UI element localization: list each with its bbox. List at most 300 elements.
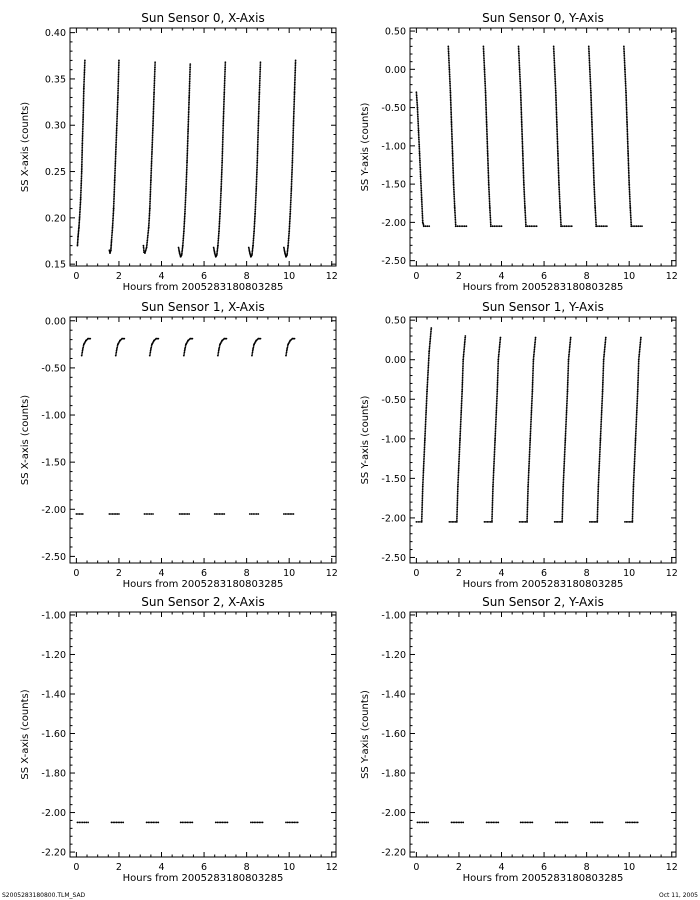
data-point: [462, 376, 464, 378]
data-point: [428, 365, 430, 367]
data-point: [116, 121, 118, 123]
data-point: [426, 403, 428, 405]
data-point: [80, 198, 82, 200]
data-point: [598, 482, 600, 484]
data-point: [423, 470, 425, 472]
data-point: [638, 354, 640, 356]
data-point: [186, 161, 188, 163]
data-point: [569, 347, 571, 349]
data-point: [216, 254, 218, 256]
data-point: [293, 116, 295, 118]
data-point: [421, 510, 423, 512]
data-point: [590, 98, 592, 100]
y-tick-label: -2.20: [41, 847, 66, 859]
data-point: [465, 225, 467, 227]
data-point: [554, 63, 556, 65]
data-point: [179, 513, 181, 515]
data-point: [454, 210, 456, 212]
data-point: [520, 108, 522, 110]
data-point: [592, 144, 594, 146]
data-point: [450, 110, 452, 112]
data-point: [600, 422, 602, 424]
data-point: [288, 233, 290, 235]
data-point: [186, 175, 188, 177]
data-point: [417, 123, 419, 125]
x-tick-label: 4: [158, 568, 165, 579]
data-point: [597, 516, 599, 518]
data-point: [419, 165, 421, 167]
data-point: [602, 371, 604, 373]
data-point: [224, 63, 226, 65]
data-point: [422, 480, 424, 482]
data-point: [258, 121, 260, 123]
data-point: [461, 397, 463, 399]
data-point: [454, 213, 456, 215]
data-point: [145, 513, 147, 515]
data-point: [222, 138, 224, 140]
data-point: [492, 501, 494, 503]
data-point: [560, 217, 562, 219]
data-point: [598, 464, 600, 466]
data-point: [603, 362, 605, 364]
data-point: [419, 161, 421, 163]
x-tick-label: 2: [455, 271, 462, 282]
data-point: [415, 91, 417, 93]
data-point: [149, 211, 151, 213]
data-point: [291, 513, 293, 515]
x-tick-label: 8: [583, 862, 590, 873]
data-point: [188, 100, 190, 102]
x-axis-label: Hours from 2005283180803285: [122, 873, 284, 884]
data-point: [225, 822, 227, 824]
data-point: [118, 513, 120, 515]
data-point: [288, 513, 290, 515]
data-point: [291, 163, 293, 165]
data-point: [152, 135, 154, 137]
data-point: [462, 382, 464, 384]
data-point: [223, 118, 225, 120]
data-point: [424, 427, 426, 429]
data-point: [421, 199, 423, 201]
data-point: [484, 86, 486, 88]
data-point: [112, 219, 114, 221]
data-point: [419, 163, 421, 165]
data-point: [430, 332, 432, 334]
data-point: [150, 166, 152, 168]
data-point: [147, 230, 149, 232]
data-point: [259, 72, 261, 74]
data-point: [257, 147, 259, 149]
data-point: [453, 196, 455, 198]
data-point: [256, 167, 258, 169]
data-point: [147, 233, 149, 235]
data-point: [599, 452, 601, 454]
data-point: [222, 146, 224, 148]
data-point: [78, 822, 80, 824]
data-point: [222, 131, 224, 133]
y-tick-label: -1.50: [381, 473, 406, 485]
data-point: [256, 163, 258, 165]
data-point: [569, 345, 571, 347]
data-point: [593, 171, 595, 173]
data-point: [83, 89, 85, 91]
data-point: [82, 106, 84, 108]
data-point: [464, 335, 466, 337]
data-point: [152, 136, 154, 138]
data-point: [451, 120, 453, 122]
data-point: [522, 168, 524, 170]
data-point: [82, 113, 84, 115]
data-point: [422, 220, 424, 222]
data-point: [564, 441, 566, 443]
data-point: [111, 822, 113, 824]
data-point: [568, 354, 570, 356]
data-point: [497, 373, 499, 375]
data-point: [564, 443, 566, 445]
data-point: [496, 405, 498, 407]
data-point: [81, 165, 83, 167]
data-point: [457, 822, 459, 824]
data-point: [627, 158, 629, 160]
data-point: [421, 501, 423, 503]
data-point: [556, 137, 558, 139]
data-point: [257, 822, 259, 824]
data-point: [153, 107, 155, 109]
data-point: [422, 482, 424, 484]
data-point: [524, 199, 526, 201]
data-point: [493, 459, 495, 461]
data-point: [559, 210, 561, 212]
data-point: [595, 222, 597, 224]
data-point: [627, 141, 629, 143]
data-point: [566, 225, 568, 227]
data-point: [628, 161, 630, 163]
data-point: [420, 172, 422, 174]
data-point: [286, 513, 288, 515]
data-point: [118, 60, 120, 62]
data-point: [453, 183, 455, 185]
x-tick-label: 6: [201, 862, 208, 873]
data-point: [567, 376, 569, 378]
data-point: [255, 187, 257, 189]
data-point: [485, 105, 487, 107]
data-point: [457, 484, 459, 486]
data-point: [418, 128, 420, 130]
data-point: [114, 173, 116, 175]
data-point: [184, 350, 186, 352]
data-point: [493, 468, 495, 470]
data-point: [224, 67, 226, 69]
data-point: [221, 179, 223, 181]
data-point: [294, 73, 296, 75]
data-point: [426, 384, 428, 386]
data-point: [496, 396, 498, 398]
data-point: [113, 190, 115, 192]
data-point: [154, 76, 156, 78]
data-point: [630, 213, 632, 215]
data-point: [186, 165, 188, 167]
data-point: [417, 110, 419, 112]
data-point: [291, 165, 293, 167]
data-point: [221, 172, 223, 174]
data-point: [150, 190, 152, 192]
data-point: [457, 477, 459, 479]
data-point: [630, 211, 632, 213]
data-point: [499, 347, 501, 349]
data-point: [182, 246, 184, 248]
data-point: [81, 153, 83, 155]
data-point: [626, 130, 628, 132]
data-point: [420, 174, 422, 176]
data-point: [531, 822, 533, 824]
data-point: [111, 237, 113, 239]
data-point: [484, 74, 486, 76]
data-point: [289, 224, 291, 226]
data-point: [485, 91, 487, 93]
data-point: [283, 513, 285, 515]
data-point: [462, 368, 464, 370]
data-point: [565, 431, 567, 433]
data-point: [449, 74, 451, 76]
data-point: [80, 200, 82, 202]
data-point: [117, 104, 119, 106]
data-point: [625, 100, 627, 102]
data-point: [294, 82, 296, 84]
data-point: [428, 363, 430, 365]
data-point: [487, 163, 489, 165]
data-point: [116, 133, 118, 135]
data-point: [497, 380, 499, 382]
data-point: [594, 210, 596, 212]
y-tick-label: -1.00: [381, 141, 406, 153]
data-point: [633, 478, 635, 480]
data-point: [553, 54, 555, 56]
data-point: [287, 246, 289, 248]
data-point: [294, 68, 296, 70]
data-point: [82, 136, 84, 138]
data-point: [523, 183, 525, 185]
data-point: [633, 485, 635, 487]
data-point: [417, 121, 419, 123]
data-point: [629, 189, 631, 191]
data-point: [494, 440, 496, 442]
data-point: [627, 822, 629, 824]
data-point: [591, 132, 593, 134]
data-point: [640, 338, 642, 340]
data-point: [523, 175, 525, 177]
data-point: [592, 136, 594, 138]
data-point: [419, 154, 421, 156]
data-point: [425, 410, 427, 412]
data-point: [636, 406, 638, 408]
data-point: [521, 119, 523, 121]
data-point: [626, 107, 628, 109]
y-tick-label: -1.40: [41, 689, 66, 701]
data-point: [484, 84, 486, 86]
data-point: [459, 450, 461, 452]
data-point: [117, 107, 119, 109]
data-point: [255, 200, 257, 202]
data-point: [534, 343, 536, 345]
data-point: [152, 513, 154, 515]
data-point: [563, 822, 565, 824]
data-point: [189, 67, 191, 69]
data-point: [222, 126, 224, 128]
data-point: [637, 392, 639, 394]
data-point: [218, 229, 220, 231]
data-point: [221, 165, 223, 167]
data-point: [597, 822, 599, 824]
data-point: [423, 457, 425, 459]
data-point: [566, 401, 568, 403]
data-point: [255, 822, 257, 824]
data-point: [150, 176, 152, 178]
data-point: [483, 67, 485, 69]
data-point: [497, 368, 499, 370]
data-point: [79, 210, 81, 212]
data-point: [157, 822, 159, 824]
data-point: [590, 84, 592, 86]
data-point: [185, 189, 187, 191]
data-point: [563, 475, 565, 477]
data-point: [556, 120, 558, 122]
data-point: [289, 211, 291, 213]
data-point: [495, 427, 497, 429]
data-point: [555, 88, 557, 90]
data-point: [494, 433, 496, 435]
data-point: [450, 95, 452, 97]
data-point: [499, 225, 501, 227]
data-point: [488, 176, 490, 178]
data-point: [555, 90, 557, 92]
data-point: [593, 190, 595, 192]
data-point: [292, 822, 294, 824]
data-point: [292, 137, 294, 139]
data-point: [457, 475, 459, 477]
data-point: [285, 513, 287, 515]
data-point: [143, 245, 145, 247]
data-point: [497, 225, 499, 227]
data-point: [532, 383, 534, 385]
data-point: [82, 124, 84, 126]
data-point: [597, 494, 599, 496]
data-point: [495, 413, 497, 415]
data-point: [635, 441, 637, 443]
data-point: [491, 521, 493, 523]
data-point: [118, 61, 120, 63]
data-point: [294, 89, 296, 91]
data-curve-9: [144, 513, 154, 515]
data-point: [216, 251, 218, 253]
data-point: [523, 185, 525, 187]
data-point: [525, 822, 527, 824]
data-point: [565, 433, 567, 435]
data-point: [532, 364, 534, 366]
data-point: [636, 413, 638, 415]
data-point: [116, 124, 118, 126]
data-point: [532, 373, 534, 375]
data-point: [116, 131, 118, 133]
data-point: [428, 361, 430, 363]
data-point: [529, 434, 531, 436]
data-point: [598, 475, 600, 477]
data-point: [459, 448, 461, 450]
data-point: [526, 514, 528, 516]
data-point: [252, 513, 254, 515]
data-point: [117, 93, 119, 95]
data-point: [570, 337, 572, 339]
data-point: [496, 390, 498, 392]
data-point: [563, 468, 565, 470]
data-point: [291, 170, 293, 172]
data-point: [558, 168, 560, 170]
data-point: [151, 152, 153, 154]
data-point: [531, 392, 533, 394]
data-point: [224, 70, 226, 72]
data-point: [627, 151, 629, 153]
data-point: [416, 105, 418, 107]
data-point: [154, 72, 156, 74]
data-point: [223, 114, 225, 116]
data-point: [455, 224, 457, 226]
data-point: [627, 134, 629, 136]
data-point: [623, 49, 625, 51]
data-point: [598, 466, 600, 468]
data-point: [558, 185, 560, 187]
data-point: [419, 167, 421, 169]
data-point: [463, 352, 465, 354]
data-point: [152, 116, 154, 118]
data-point: [563, 480, 565, 482]
data-point: [79, 217, 81, 219]
data-point: [483, 60, 485, 62]
data-point: [292, 135, 294, 137]
data-point: [530, 433, 532, 435]
data-point: [256, 170, 258, 172]
data-point: [567, 383, 569, 385]
x-tick-label: 2: [455, 862, 462, 873]
data-point: [257, 149, 259, 151]
data-point: [519, 65, 521, 67]
data-point: [420, 176, 422, 178]
data-point: [114, 182, 116, 184]
data-point: [524, 211, 526, 213]
data-point: [558, 173, 560, 175]
data-point: [458, 473, 460, 475]
data-point: [448, 51, 450, 53]
data-point: [496, 397, 498, 399]
data-point: [83, 77, 85, 79]
data-point: [185, 822, 187, 824]
data-point: [262, 822, 264, 824]
data-point: [488, 180, 490, 182]
data-point: [623, 47, 625, 49]
data-point: [223, 99, 225, 101]
data-point: [117, 79, 119, 81]
data-point: [116, 350, 118, 352]
data-point: [497, 366, 499, 368]
data-point: [630, 222, 632, 224]
data-point: [421, 211, 423, 213]
data-point: [294, 85, 296, 87]
data-point: [491, 517, 493, 519]
x-tick-label: 8: [583, 568, 590, 579]
data-point: [185, 180, 187, 182]
data-point: [250, 822, 252, 824]
data-point: [588, 51, 590, 53]
data-point: [186, 822, 188, 824]
data-point: [531, 397, 533, 399]
